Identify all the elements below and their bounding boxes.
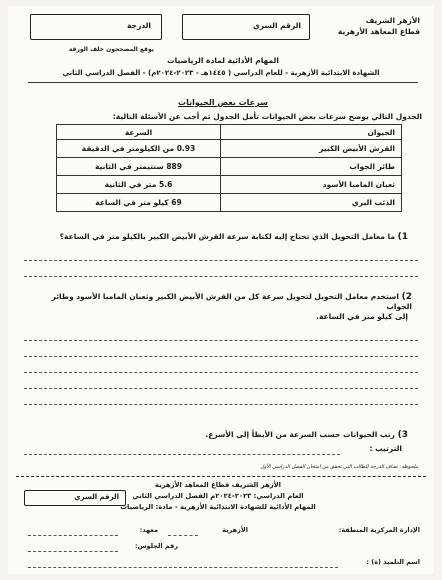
institute-line[interactable]: [28, 535, 118, 536]
ranking-label: الترتيب :: [369, 444, 402, 453]
table-row: [57, 176, 402, 194]
speed-cell: 69 كيلو متر في الساعة: [57, 194, 221, 212]
speed-cell: 0.93 من الكيلومتر في الدقيقة: [57, 140, 221, 158]
question-text: استخدم معامل التحويل لتحويل سرعة كل من القرش الأبيض الكبير وثعبان المامبا الأسود وطائر الجواب: [51, 292, 412, 311]
azhariya-label: الأزهرية: [222, 526, 248, 534]
stub-line1: الأزهر الشريف قطاع المعاهد الأزهرية: [154, 481, 282, 489]
ranking-answer-line[interactable]: [24, 454, 340, 455]
administration-label: الإدارة المركزية المنطقة:: [338, 526, 420, 534]
table-header-row: [57, 125, 402, 140]
stub-secret-number-label: الرقم السري: [74, 493, 119, 501]
header-divider: [28, 82, 418, 83]
azhariya-line[interactable]: [168, 535, 198, 536]
title-line2: الشهادة الابتدائية الأزهرية - للعام الدراسي ( ١٤٤٥هـ - ٢٠٢٣-٢٠٢٤م) - الفصل الدراسي الثاني: [62, 69, 380, 77]
question-text: رتب الحيوانات حسب السرعة من الأبطأ إلى الأسرع.: [205, 430, 395, 439]
secret-number-box[interactable]: [182, 14, 310, 40]
institution-line1: الأزهر الشريف: [365, 16, 420, 25]
animal-cell: ثعبان المامبا الأسود: [221, 176, 402, 194]
animal-cell: القرش الأبيض الكبير: [221, 140, 402, 158]
examiner-note: يوقع المصححون خلف الورقة: [68, 46, 154, 53]
question-number: 1): [397, 232, 408, 242]
question-number: 3): [397, 430, 408, 440]
question-3: [148, 430, 408, 440]
answer-line[interactable]: [24, 404, 418, 405]
title-line1: المهام الأدائية لمادة الرياضيات: [167, 56, 279, 65]
instruction: الجدول التالي يوضح سرعات بعض الحيوانات تأمل الجدول ثم أجب عن الأسئلة التالية:: [112, 112, 422, 121]
stub-line2: العام الدراسي: ٢٠٢٣-٢٠٢٤م الفصل الدراسي الثاني: [132, 492, 304, 500]
stub-header: [88, 481, 348, 511]
animal-cell: طائر الجواب: [221, 158, 402, 176]
seat-number-line[interactable]: [28, 551, 118, 552]
answer-line[interactable]: [24, 276, 418, 277]
stub-line3: المهام الأدائية للشهادة الابتدائية الأزهرية - مادة: الرياضيات: [120, 503, 316, 511]
animal-speed-table: [56, 124, 402, 212]
grade-box[interactable]: [30, 14, 162, 40]
answer-line[interactable]: [24, 356, 418, 357]
table-row: [57, 158, 402, 176]
student-name-label: اسم التلميذ (ة) :: [366, 558, 420, 566]
question-2: [28, 292, 412, 311]
answer-line[interactable]: [24, 372, 418, 373]
header-animal: الحيوان: [221, 125, 402, 140]
animal-cell: الذئب البري: [221, 194, 402, 212]
answer-line[interactable]: [24, 260, 418, 261]
institution-header: [310, 16, 420, 36]
table-row: [57, 140, 402, 158]
question-text: ما معامل التحويل الذي تحتاج إليه لكتابة سرعة القرش الأبيض الكبير بالكيلو متر في الساعة؟: [59, 232, 395, 241]
header-speed: السرعة: [57, 125, 221, 140]
question-1: [38, 232, 408, 242]
speed-cell: 889 سنتيمتر في الثانية: [57, 158, 221, 176]
speed-cell: 5.6 متر في الثانية: [57, 176, 221, 194]
student-name-line[interactable]: [28, 567, 338, 568]
exam-page: [8, 6, 434, 574]
table-row: [57, 194, 402, 212]
grade-label: الدرجة: [127, 21, 151, 30]
stub-secret-number-box[interactable]: [24, 490, 126, 506]
secret-number-label: الرقم السري: [252, 21, 301, 30]
task-title: سرعات بعض الحيوانات: [178, 98, 268, 107]
answer-line[interactable]: [24, 340, 418, 341]
footer-note: ملحوظة: تضاف الدرجة للطالب التي تحقق من امتحان الفصل الدراسي الأول: [260, 464, 418, 470]
institute-label: معهد:: [139, 526, 158, 534]
answer-line[interactable]: [24, 388, 418, 389]
cut-line: [16, 476, 426, 477]
seat-number-label: رقم الجلوس:: [134, 542, 178, 550]
question-number: 2): [401, 292, 412, 302]
question-2-continued: إلى كيلو متر في الساعة.: [316, 312, 408, 321]
institution-line2: قطاع المعاهد الأزهرية: [337, 27, 420, 36]
